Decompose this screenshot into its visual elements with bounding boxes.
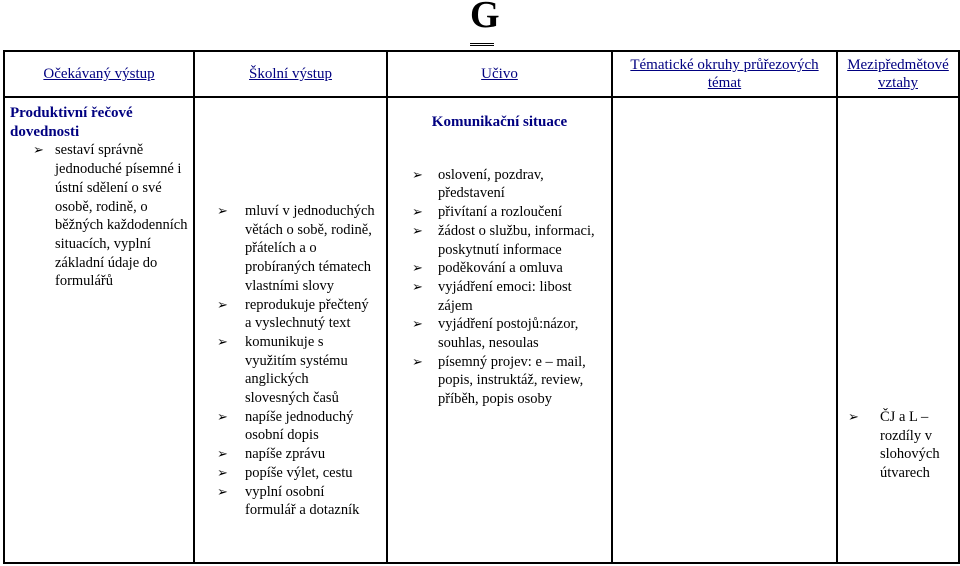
curriculum-list bbox=[388, 166, 611, 409]
arrowhead-bullet-icon: ➢ bbox=[217, 464, 228, 480]
expected-outcome-list bbox=[5, 141, 193, 291]
school-logo bbox=[470, 0, 500, 46]
section-heading: Komunikační situace bbox=[431, 114, 568, 130]
list-item: ➢ vyjádření emoci: libost zájem bbox=[412, 278, 572, 314]
cross-curricular-topics-cell bbox=[612, 97, 837, 563]
arrowhead-bullet-icon: ➢ bbox=[217, 483, 228, 499]
arrowhead-bullet-icon: ➢ bbox=[412, 222, 423, 238]
arrowhead-bullet-icon: ➢ bbox=[217, 333, 228, 349]
arrowhead-bullet-icon: ➢ bbox=[412, 316, 423, 332]
interdisciplinary-list bbox=[838, 408, 958, 483]
list-item: ➢ ČJ a L – rozdíly v slohových útvarech bbox=[848, 409, 940, 482]
school-outcome-list bbox=[195, 202, 386, 520]
list-item: ➢ vyjádření postojů:názor, souhlas, nesoulas bbox=[412, 316, 579, 352]
curriculum-table bbox=[3, 50, 960, 564]
logo-glyph: G bbox=[470, 0, 500, 36]
arrowhead-bullet-icon: ➢ bbox=[412, 260, 423, 276]
section-heading: Produktivní řečové dovednosti bbox=[10, 105, 133, 140]
school-outcome-cell bbox=[194, 97, 387, 563]
list-item: ➢ vyplní osobní formulář a dotazník bbox=[217, 483, 360, 519]
header-interdisciplinary-relations: Mezipředmětové vztahy bbox=[837, 51, 959, 97]
list-item: ➢ napíše zprávu bbox=[217, 446, 326, 463]
list-item: ➢ reprodukuje přečtený a vyslechnutý text bbox=[217, 296, 369, 332]
curriculum-cell bbox=[387, 97, 612, 563]
list-item: ➢ písemný projev: e – mail, popis, instruktáž, review, příběh, popis osoby bbox=[412, 353, 586, 408]
list-item: ➢ napíše jednoduchý osobní dopis bbox=[217, 408, 354, 444]
content-row bbox=[4, 97, 959, 563]
list-item: ➢ žádost o službu, informaci, poskytnutí informace bbox=[412, 222, 595, 258]
arrowhead-bullet-icon: ➢ bbox=[217, 446, 228, 462]
arrowhead-bullet-icon: ➢ bbox=[33, 142, 44, 158]
expected-outcome-cell bbox=[4, 97, 194, 563]
header-curriculum: Učivo bbox=[387, 51, 612, 97]
list-item: ➢ oslovení, pozdrav, představení bbox=[412, 166, 544, 202]
arrowhead-bullet-icon: ➢ bbox=[217, 203, 228, 218]
interdisciplinary-relations-cell bbox=[837, 97, 959, 563]
arrowhead-bullet-icon: ➢ bbox=[217, 296, 228, 312]
header-cross-curricular-topics: Tématické okruhy průřezových témat bbox=[612, 51, 837, 97]
arrowhead-bullet-icon: ➢ bbox=[412, 353, 423, 369]
arrowhead-bullet-icon: ➢ bbox=[848, 409, 859, 424]
arrowhead-bullet-icon: ➢ bbox=[217, 408, 228, 424]
list-item: ➢ sestaví správně jednoduché písemné i ústní sdělení o své osobě, rodině, o běžných každodenních situacích, vyplní základní údaje do formulářů bbox=[33, 142, 188, 290]
header-school-outcome: Školní výstup bbox=[194, 51, 387, 97]
list-item: ➢ poděkování a omluva bbox=[412, 260, 563, 277]
header-row bbox=[4, 51, 959, 97]
arrowhead-bullet-icon: ➢ bbox=[412, 278, 423, 294]
list-item: ➢ popíše výlet, cestu bbox=[217, 464, 353, 481]
header-expected-outcome: Očekávaný výstup bbox=[4, 51, 194, 97]
list-item: ➢ komunikuje s využitím systému anglických slovesných časů bbox=[217, 333, 348, 407]
list-item: ➢ přivítaní a rozloučení bbox=[412, 204, 563, 221]
list-item: ➢ mluví v jednoduchých větách o sobě, rodině, přátelích a o probíraných tématech vlastními slovy bbox=[217, 203, 375, 294]
arrowhead-bullet-icon: ➢ bbox=[412, 166, 423, 182]
arrowhead-bullet-icon: ➢ bbox=[412, 204, 423, 220]
